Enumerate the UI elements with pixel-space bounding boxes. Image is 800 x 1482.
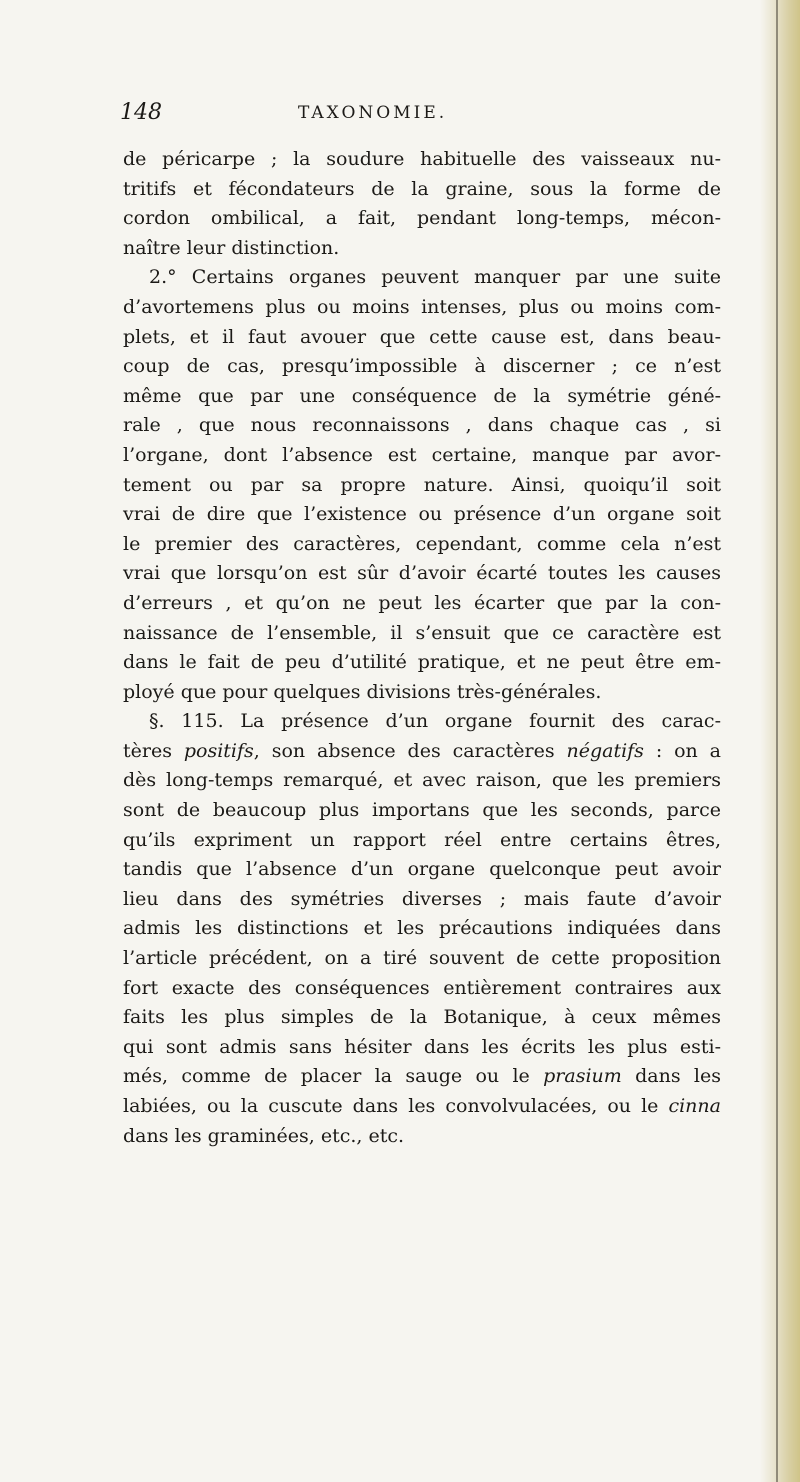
text-line: fort exacte des conséquences entièrement contraires aux [123,976,721,999]
text-line: faits les plus simples de la Botanique, à ceux mêmes [123,1006,721,1029]
text-line: naissance de l’ensemble, il s’ensuit que ce caractère est [123,621,721,644]
text-line: naître leur distinction. [123,236,340,259]
page-binding-edge [776,0,778,1482]
running-title: TAXONOMIE. [298,103,448,123]
text-line: vrai de dire que l’existence ou présence d’un organe soit [123,503,721,526]
text-line: dans les graminées, etc., etc. [123,1124,405,1147]
text-line: lieu dans des symétries diverses ; mais faute d’avoir [123,887,721,910]
text-line: tères positifs, son absence des caractères négatifs : on a [123,739,722,762]
text-line: vrai que lorsqu’on est sûr d’avoir écarté toutes les causes [123,562,721,585]
text-line: tritifs et fécondateurs de la graine, sous la forme de [123,177,721,200]
text-line: de péricarpe ; la soudure habituelle des vaisseaux nu- [123,148,721,170]
text-line: ployé que pour quelques divisions très-générales. [123,680,602,703]
text-line: plets, et il faut avouer que cette cause est, dans beau- [123,325,721,348]
text-line: l’organe, dont l’absence est certaine, manque par avor- [123,443,721,466]
text-line: admis les distinctions et les précautions indiquées dans [123,917,721,940]
text-line: dès long-temps remarqué, et avec raison, que les premiers [123,769,721,792]
italic-term-cinna: cinna [668,1095,721,1117]
section-115-start-line: §. 115. La présence d’un organe fournit des carac- [149,710,721,733]
body-text [123,145,721,1151]
running-header [120,100,720,130]
italic-term-negatifs: négatifs [566,739,644,762]
text-line: més, comme de placer la sauge ou le prasium dans les [123,1065,721,1088]
paragraph-start-line: 2.° Certains organes peuvent manquer par une suite [149,266,721,289]
text-line: qui sont admis sans hésiter dans les écrits les plus esti- [123,1035,721,1058]
text-line: d’erreurs , et qu’on ne peut les écarter que par la con- [123,591,721,614]
text-line: tandis que l’absence d’un organe quelconque peut avoir [123,858,721,881]
text-line: sont de beaucoup plus importans que les seconds, parce [123,799,721,822]
text-line: qu’ils expriment un rapport réel entre certains êtres, [123,828,721,851]
text-line: rale , que nous reconnaissons , dans chaque cas , si [123,414,721,437]
text-line: même que par une conséquence de la symétrie géné- [123,384,721,407]
text-line: labiées, ou la cuscute dans les convolvulacées, ou le cinna [123,1095,721,1117]
text-line: d’avortemens plus ou moins intenses, plus ou moins com- [123,295,721,318]
text-line: l’article précédent, on a tiré souvent de cette proposition [123,947,721,970]
text-line: le premier des caractères, cependant, comme cela n’est [123,532,721,555]
italic-term-positifs: positifs [183,739,254,762]
text-line: coup de cas, presqu’impossible à discerner ; ce n’est [123,355,721,378]
italic-term-prasium: prasium [543,1065,622,1088]
text-line: dans le fait de peu d’utilité pratique, et ne peut être em- [123,651,721,674]
page-edge-shadow [760,0,800,1482]
text-line: cordon ombilical, a fait, pendant long-temps, mécon- [123,207,721,230]
page-number: 148 [120,100,162,125]
text-line: tement ou par sa propre nature. Ainsi, quoiqu’il soit [123,473,721,496]
